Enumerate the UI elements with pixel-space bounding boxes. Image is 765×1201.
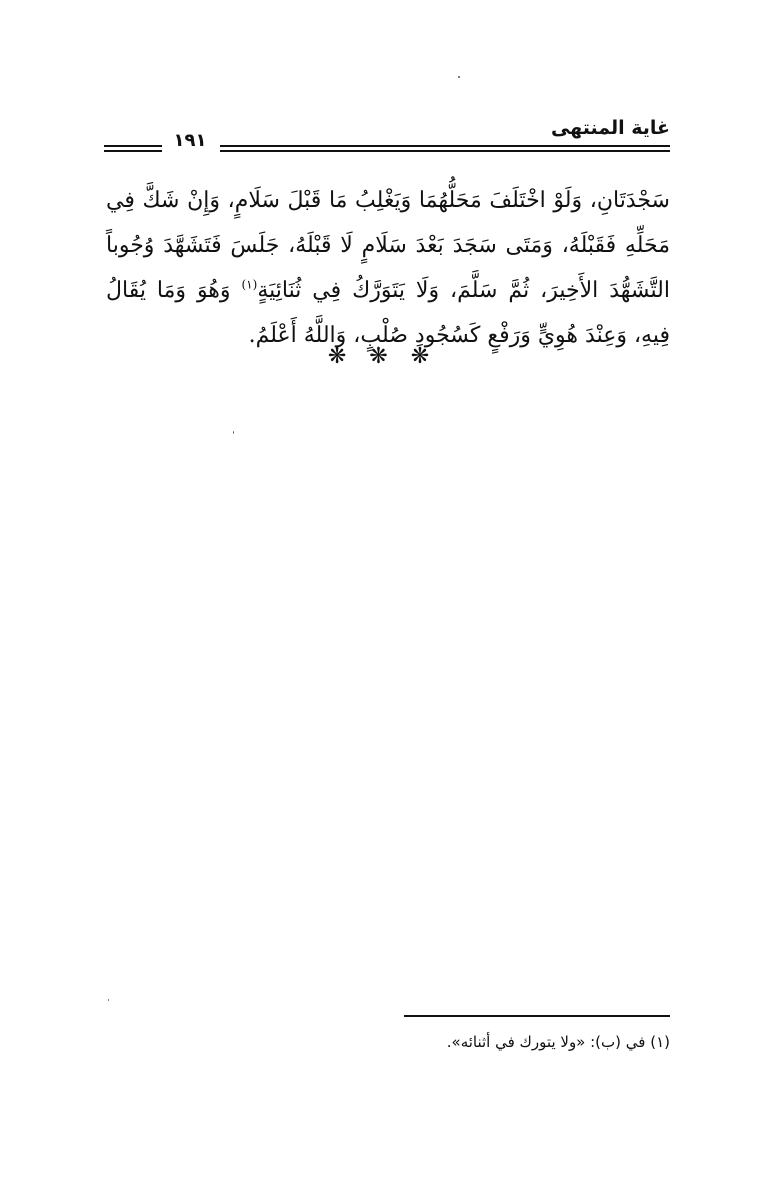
book-title: غاية المنتهى bbox=[550, 117, 670, 139]
scan-speck bbox=[108, 999, 109, 1001]
scan-speck bbox=[233, 431, 234, 434]
header-rule-left bbox=[104, 145, 162, 152]
footnote-marker: (١) bbox=[241, 277, 258, 292]
main-paragraph bbox=[106, 178, 670, 358]
paragraph-tail-text: وَهُوَ وَمَا يُقَالُ فِيهِ، وَعِنْدَ هُوِيٍّ وَرَفْعٍ كَسُجُودِ صُلْبٍ، وَاللَّهُ أَعْلَمُ. bbox=[106, 278, 670, 348]
section-end-ornament: ❋ ❋ ❋ bbox=[327, 344, 438, 369]
page-number: ١٩١ bbox=[173, 130, 207, 151]
footnote-1: (١) في (ب): «ولا يتورك في أثنائه». bbox=[446, 1033, 670, 1051]
scan-speck bbox=[458, 76, 460, 78]
running-header bbox=[104, 112, 670, 160]
footnote-separator bbox=[404, 1015, 670, 1017]
paragraph-main-text: سَجْدَتَانِ، وَلَوْ اخْتَلَفَ مَحَلُّهُمَا وَيَغْلِبُ مَا قَبْلَ سَلَامٍ، وَإِنْ شَكَّ فِي مَحَلِّهِ فَقَبْلَهُ، وَمَتَى سَجَدَ بَعْدَ سَلَامٍ لَا قَبْلَهُ، جَلَسَ فَتَشَهَّدَ وُجُوباً التَّشَهُّدَ الأَخِيرَ، ثُمَّ سَلَّمَ، وَلَا يَتَوَرَّكُ فِي ثُنَائِيَةٍ bbox=[106, 188, 670, 303]
header-rule-right bbox=[220, 145, 670, 152]
